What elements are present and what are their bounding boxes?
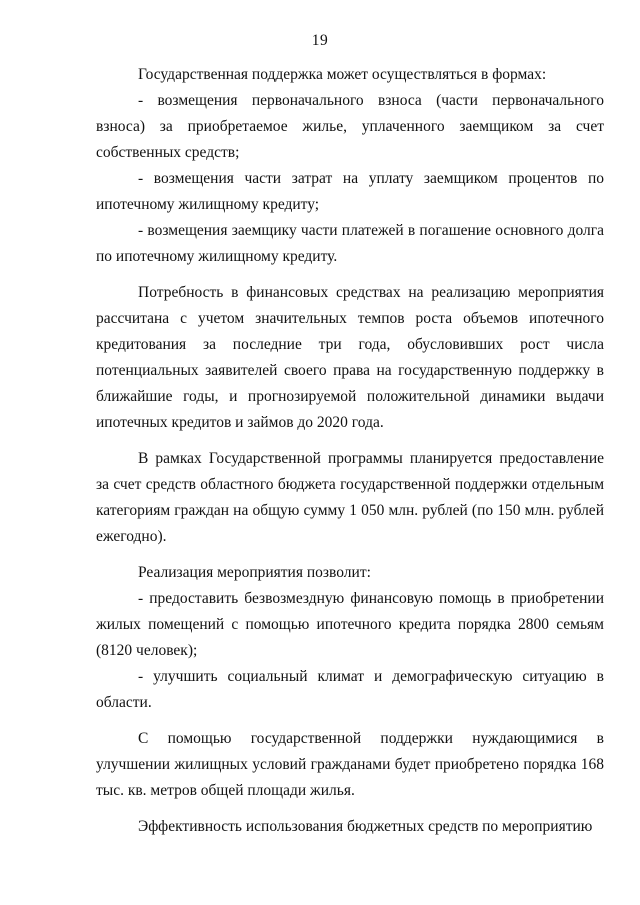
paragraph-program-funding: В рамках Государственной программы планируется предоставление за счет средств областного бюджета государственной поддержки отдельным категориям граждан на общую сумму 1 050 млн. рублей (по 150 млн. рублей ежегодно). (96, 450, 604, 545)
paragraph-implementation-intro: Реализация мероприятия позволит: (138, 564, 371, 581)
list-item-principal-payments: - возмещения заемщику части платежей в погашение основного долга по ипотечному жилищному кредиту. (96, 222, 604, 265)
list-item-interest-costs: - возмещения части затрат на уплату заемщиком процентов по ипотечному жилищному кредиту; (96, 170, 604, 213)
list-item-financial-help: - предоставить безвозмездную финансовую помощь в приобретении жилых помещений с помощью ипотечного кредита порядка 2800 семьям (8120 человек); (96, 590, 604, 659)
page-number: 19 (311, 32, 329, 49)
document-body (96, 62, 604, 840)
paragraph-support-forms-intro: Государственная поддержка может осуществляться в формах: (138, 66, 547, 83)
paragraph-housing-area: С помощью государственной поддержки нуждающимися в улучшении жилищных условий гражданами будет приобретено порядка 168 тыс. кв. метров общей площади жилья. (96, 730, 604, 799)
paragraph-efficiency: Эффективность использования бюджетных средств по мероприятию (138, 818, 593, 835)
paragraph-financial-needs: Потребность в финансовых средствах на реализацию мероприятия рассчитана с учетом значительных темпов роста объемов ипотечного кредитования за последние три года, обусловивших рост числа потенциальных заявителей своего права на государственную поддержку в ближайшие годы, и прогнозируемой положительной динамики выдачи ипотечных кредитов и займов до 2020 года. (96, 284, 604, 431)
list-item-social-climate: - улучшить социальный климат и демографическую ситуацию в области. (96, 668, 604, 711)
list-item-down-payment: - возмещения первоначального взноса (части первоначального взноса) за приобретаемое жилье, уплаченного заемщиком за счет собственных средств; (96, 92, 604, 161)
